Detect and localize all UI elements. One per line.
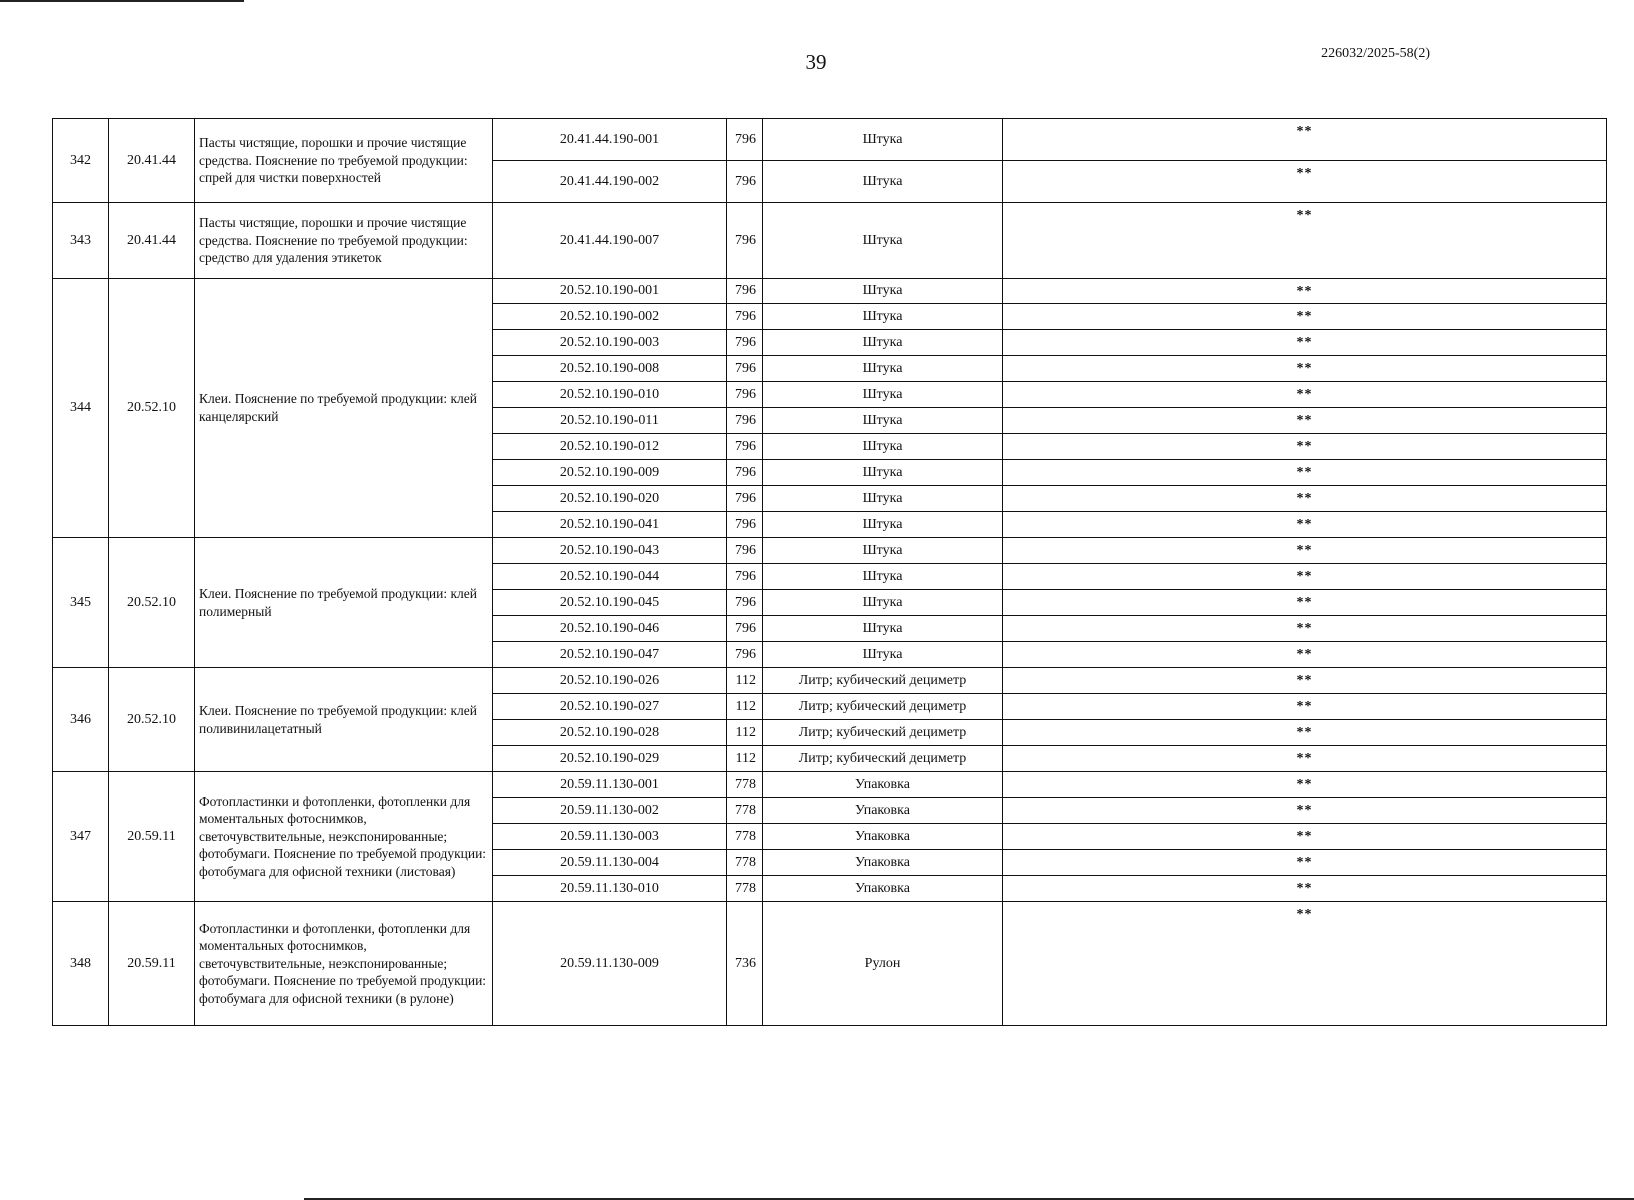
table-row bbox=[53, 668, 1607, 694]
unit-name-cell: Штука bbox=[763, 538, 1003, 564]
okei-code-cell: 796 bbox=[727, 434, 763, 460]
note-cell: ** bbox=[1003, 616, 1607, 642]
product-code-cell: 20.52.10.190-043 bbox=[493, 538, 727, 564]
unit-name-cell: Штука bbox=[763, 512, 1003, 538]
description-cell: Фотопластинки и фотопленки, фотопленки для моментальных фотоснимков, светочувствительные, неэкспонированные; фотобумаги. Пояснение по требуемой продукции: фотобумага для офисной техники (листовая) bbox=[195, 772, 493, 902]
okei-code-cell: 796 bbox=[727, 486, 763, 512]
description-cell: Пасты чистящие, порошки и прочие чистящие средства. Пояснение по требуемой продукции: спрей для чистки поверхностей bbox=[195, 119, 493, 203]
unit-name-cell: Литр; кубический дециметр bbox=[763, 720, 1003, 746]
okpd-code-cell: 20.52.10 bbox=[109, 538, 195, 668]
note-cell: ** bbox=[1003, 694, 1607, 720]
product-code-cell: 20.52.10.190-044 bbox=[493, 564, 727, 590]
okpd-code-cell: 20.59.11 bbox=[109, 902, 195, 1026]
row-number-cell: 345 bbox=[53, 538, 109, 668]
okei-code-cell: 796 bbox=[727, 564, 763, 590]
okpd-code-cell: 20.52.10 bbox=[109, 668, 195, 772]
okei-code-cell: 778 bbox=[727, 850, 763, 876]
product-code-cell: 20.52.10.190-012 bbox=[493, 434, 727, 460]
row-number-cell: 344 bbox=[53, 279, 109, 538]
unit-name-cell: Литр; кубический дециметр bbox=[763, 694, 1003, 720]
okei-code-cell: 796 bbox=[727, 408, 763, 434]
note-cell: ** bbox=[1003, 304, 1607, 330]
okei-code-cell: 796 bbox=[727, 161, 763, 203]
note-cell: ** bbox=[1003, 902, 1607, 1026]
table-row bbox=[53, 119, 1607, 161]
okei-code-cell: 778 bbox=[727, 824, 763, 850]
product-code-cell: 20.52.10.190-020 bbox=[493, 486, 727, 512]
note-cell: ** bbox=[1003, 824, 1607, 850]
note-cell: ** bbox=[1003, 850, 1607, 876]
product-code-cell: 20.59.11.130-003 bbox=[493, 824, 727, 850]
product-code-cell: 20.52.10.190-002 bbox=[493, 304, 727, 330]
product-code-cell: 20.59.11.130-002 bbox=[493, 798, 727, 824]
product-code-cell: 20.52.10.190-046 bbox=[493, 616, 727, 642]
product-code-cell: 20.52.10.190-045 bbox=[493, 590, 727, 616]
okei-code-cell: 796 bbox=[727, 330, 763, 356]
unit-name-cell: Штука bbox=[763, 434, 1003, 460]
unit-name-cell: Штука bbox=[763, 590, 1003, 616]
note-cell: ** bbox=[1003, 408, 1607, 434]
note-cell: ** bbox=[1003, 590, 1607, 616]
okei-code-cell: 796 bbox=[727, 119, 763, 161]
unit-name-cell: Штука bbox=[763, 460, 1003, 486]
okpd-code-cell: 20.52.10 bbox=[109, 279, 195, 538]
unit-name-cell: Упаковка bbox=[763, 798, 1003, 824]
okei-code-cell: 796 bbox=[727, 382, 763, 408]
note-cell: ** bbox=[1003, 161, 1607, 203]
table-row bbox=[53, 902, 1607, 1026]
unit-name-cell: Штука bbox=[763, 382, 1003, 408]
note-cell: ** bbox=[1003, 203, 1607, 279]
note-cell: ** bbox=[1003, 564, 1607, 590]
row-number-cell: 343 bbox=[53, 203, 109, 279]
product-code-cell: 20.52.10.190-027 bbox=[493, 694, 727, 720]
row-number-cell: 347 bbox=[53, 772, 109, 902]
note-cell: ** bbox=[1003, 538, 1607, 564]
note-cell: ** bbox=[1003, 798, 1607, 824]
product-code-cell: 20.59.11.130-010 bbox=[493, 876, 727, 902]
note-cell: ** bbox=[1003, 876, 1607, 902]
product-code-cell: 20.52.10.190-001 bbox=[493, 279, 727, 304]
table-body bbox=[53, 119, 1607, 1026]
scan-edge-top bbox=[0, 0, 244, 2]
product-code-cell: 20.59.11.130-009 bbox=[493, 902, 727, 1026]
okpd-code-cell: 20.59.11 bbox=[109, 772, 195, 902]
okei-code-cell: 796 bbox=[727, 512, 763, 538]
product-code-cell: 20.41.44.190-007 bbox=[493, 203, 727, 279]
note-cell: ** bbox=[1003, 434, 1607, 460]
unit-name-cell: Штука bbox=[763, 486, 1003, 512]
unit-name-cell: Штука bbox=[763, 279, 1003, 304]
product-code-cell: 20.59.11.130-004 bbox=[493, 850, 727, 876]
okei-code-cell: 796 bbox=[727, 616, 763, 642]
row-number-cell: 346 bbox=[53, 668, 109, 772]
unit-name-cell: Штука bbox=[763, 203, 1003, 279]
note-cell: ** bbox=[1003, 668, 1607, 694]
table-row bbox=[53, 772, 1607, 798]
product-code-cell: 20.52.10.190-010 bbox=[493, 382, 727, 408]
unit-name-cell: Штука bbox=[763, 564, 1003, 590]
note-cell: ** bbox=[1003, 119, 1607, 161]
note-cell: ** bbox=[1003, 720, 1607, 746]
note-cell: ** bbox=[1003, 746, 1607, 772]
table-row bbox=[53, 203, 1607, 279]
okei-code-cell: 796 bbox=[727, 642, 763, 668]
okei-code-cell: 796 bbox=[727, 460, 763, 486]
unit-name-cell: Штука bbox=[763, 161, 1003, 203]
okpd-code-cell: 20.41.44 bbox=[109, 203, 195, 279]
note-cell: ** bbox=[1003, 356, 1607, 382]
row-number-cell: 348 bbox=[53, 902, 109, 1026]
okei-code-cell: 778 bbox=[727, 876, 763, 902]
product-code-cell: 20.41.44.190-001 bbox=[493, 119, 727, 161]
unit-name-cell: Упаковка bbox=[763, 824, 1003, 850]
note-cell: ** bbox=[1003, 486, 1607, 512]
unit-name-cell: Штука bbox=[763, 642, 1003, 668]
product-code-cell: 20.52.10.190-041 bbox=[493, 512, 727, 538]
okei-code-cell: 112 bbox=[727, 694, 763, 720]
row-number-cell: 342 bbox=[53, 119, 109, 203]
description-cell: Клеи. Пояснение по требуемой продукции: клей полимерный bbox=[195, 538, 493, 668]
unit-name-cell: Литр; кубический дециметр bbox=[763, 668, 1003, 694]
page-number: 39 bbox=[805, 50, 827, 74]
table-row bbox=[53, 538, 1607, 564]
product-code-cell: 20.59.11.130-001 bbox=[493, 772, 727, 798]
product-code-cell: 20.52.10.190-026 bbox=[493, 668, 727, 694]
okei-code-cell: 796 bbox=[727, 356, 763, 382]
okei-code-cell: 112 bbox=[727, 720, 763, 746]
unit-name-cell: Штука bbox=[763, 408, 1003, 434]
product-code-cell: 20.52.10.190-011 bbox=[493, 408, 727, 434]
okei-code-cell: 778 bbox=[727, 772, 763, 798]
unit-name-cell: Штука bbox=[763, 304, 1003, 330]
okei-code-cell: 112 bbox=[727, 746, 763, 772]
unit-name-cell: Штука bbox=[763, 119, 1003, 161]
note-cell: ** bbox=[1003, 642, 1607, 668]
product-code-cell: 20.52.10.190-029 bbox=[493, 746, 727, 772]
okei-code-cell: 796 bbox=[727, 590, 763, 616]
unit-name-cell: Упаковка bbox=[763, 850, 1003, 876]
description-cell: Клеи. Пояснение по требуемой продукции: клей канцелярский bbox=[195, 279, 493, 538]
note-cell: ** bbox=[1003, 382, 1607, 408]
note-cell: ** bbox=[1003, 460, 1607, 486]
note-cell: ** bbox=[1003, 279, 1607, 304]
description-cell: Пасты чистящие, порошки и прочие чистящие средства. Пояснение по требуемой продукции: средство для удаления этикеток bbox=[195, 203, 493, 279]
okei-code-cell: 736 bbox=[727, 902, 763, 1026]
unit-name-cell: Упаковка bbox=[763, 772, 1003, 798]
okei-code-cell: 796 bbox=[727, 538, 763, 564]
procurement-table bbox=[52, 118, 1607, 1026]
okpd-code-cell: 20.41.44 bbox=[109, 119, 195, 203]
product-code-cell: 20.52.10.190-008 bbox=[493, 356, 727, 382]
product-code-cell: 20.52.10.190-028 bbox=[493, 720, 727, 746]
unit-name-cell: Штука bbox=[763, 330, 1003, 356]
okei-code-cell: 796 bbox=[727, 279, 763, 304]
unit-name-cell: Штука bbox=[763, 356, 1003, 382]
unit-name-cell: Штука bbox=[763, 616, 1003, 642]
note-cell: ** bbox=[1003, 512, 1607, 538]
description-cell: Фотопластинки и фотопленки, фотопленки для моментальных фотоснимков, светочувствительные, неэкспонированные; фотобумаги. Пояснение по требуемой продукции: фотобумага для офисной техники (в рулоне) bbox=[195, 902, 493, 1026]
document-number: 226032/2025-58(2) bbox=[1321, 46, 1430, 61]
okei-code-cell: 778 bbox=[727, 798, 763, 824]
okei-code-cell: 112 bbox=[727, 668, 763, 694]
product-code-cell: 20.52.10.190-047 bbox=[493, 642, 727, 668]
unit-name-cell: Литр; кубический дециметр bbox=[763, 746, 1003, 772]
product-code-cell: 20.41.44.190-002 bbox=[493, 161, 727, 203]
note-cell: ** bbox=[1003, 772, 1607, 798]
description-cell: Клеи. Пояснение по требуемой продукции: клей поливинилацетатный bbox=[195, 668, 493, 772]
table-row bbox=[53, 279, 1607, 304]
unit-name-cell: Рулон bbox=[763, 902, 1003, 1026]
note-cell: ** bbox=[1003, 330, 1607, 356]
product-code-cell: 20.52.10.190-003 bbox=[493, 330, 727, 356]
okei-code-cell: 796 bbox=[727, 304, 763, 330]
unit-name-cell: Упаковка bbox=[763, 876, 1003, 902]
product-code-cell: 20.52.10.190-009 bbox=[493, 460, 727, 486]
okei-code-cell: 796 bbox=[727, 203, 763, 279]
